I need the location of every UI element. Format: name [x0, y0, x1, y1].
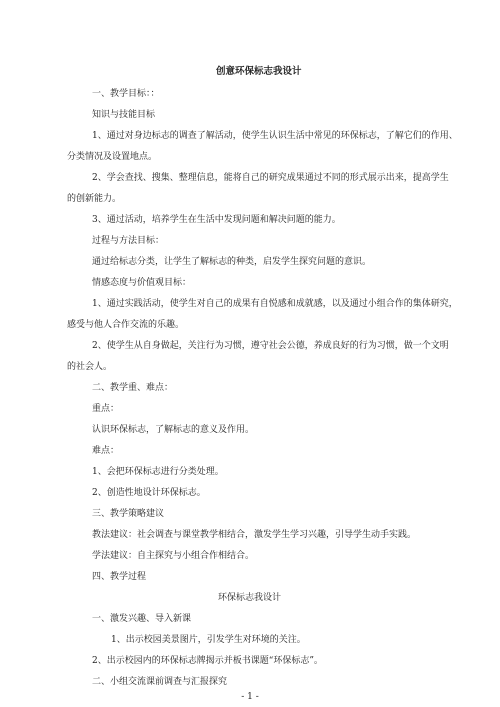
text-line: 2、出示校园内的环保标志牌揭示并板书课题“环保标志”。	[92, 656, 323, 666]
text-line: 一、激发兴趣、导入新课	[92, 614, 192, 624]
text-line: 教法建议：社会调查与课堂教学相结合，激发学生学习兴趣，引导学生动手实践。	[92, 530, 417, 540]
page-number: - 1 -	[241, 692, 259, 702]
text-line: 认识环保标志，了解标志的意义及作用。	[92, 425, 255, 435]
text-line: 的社会人。	[67, 362, 113, 372]
text-line: 过程与方法目标：	[92, 236, 165, 246]
text-line: 1、出示校园美景图片，引发学生对环境的关注。	[111, 635, 306, 645]
text-line: 情感态度与价值观目标：	[92, 278, 192, 288]
text-line: 的创新能力。	[67, 194, 122, 204]
section-title: 环保标志我设计	[218, 593, 282, 603]
text-line: 感受与他人合作交流的乐趣。	[67, 320, 185, 330]
text-line: 1、通过实践活动，使学生对自己的成果有自悦感和成就感，以及通过小组合作的集体研究，	[92, 299, 458, 309]
document-title: 创意环保标志我设计	[216, 66, 302, 77]
text-line: 学法建议：自主探究与小组合作相结合。	[92, 551, 255, 561]
text-line: 知识与技能目标	[92, 110, 156, 120]
text-line: 二、教学重、难点：	[92, 383, 174, 393]
text-line: 三、教学策略建议	[92, 509, 165, 519]
text-line: 难点：	[92, 446, 120, 456]
text-line: 四、教学过程	[92, 572, 147, 582]
text-line: 2、创造性地设计环保标志。	[92, 488, 206, 498]
text-line: 2、使学生从自身做起，关注行为习惯，遵守社会公德，养成良好的行为习惯，做一个文明	[92, 341, 449, 351]
text-line: 1、通过对身边标志的调查了解活动，使学生认识生活中常见的环保标志，了解它们的作用、	[92, 131, 458, 141]
text-line: 3、通过活动，培养学生在生活中发现问题和解决问题的能力。	[92, 215, 341, 225]
text-line: 重点：	[92, 404, 120, 414]
text-line: 二、小组交流课前调查与汇报探究	[92, 677, 228, 687]
text-line: 一、教学目标：：	[92, 89, 160, 99]
text-line: 1、会把环保标志进行分类处理。	[92, 467, 224, 477]
text-line: 通过给标志分类，让学生了解标志的种类，启发学生探究问题的意识。	[92, 257, 372, 267]
text-line: 2、学会查找、搜集、整理信息，能将自己的研究成果通过不同的形式展示出来，提高学生	[92, 173, 449, 183]
text-line: 分类情况及设置地点。	[67, 152, 158, 162]
